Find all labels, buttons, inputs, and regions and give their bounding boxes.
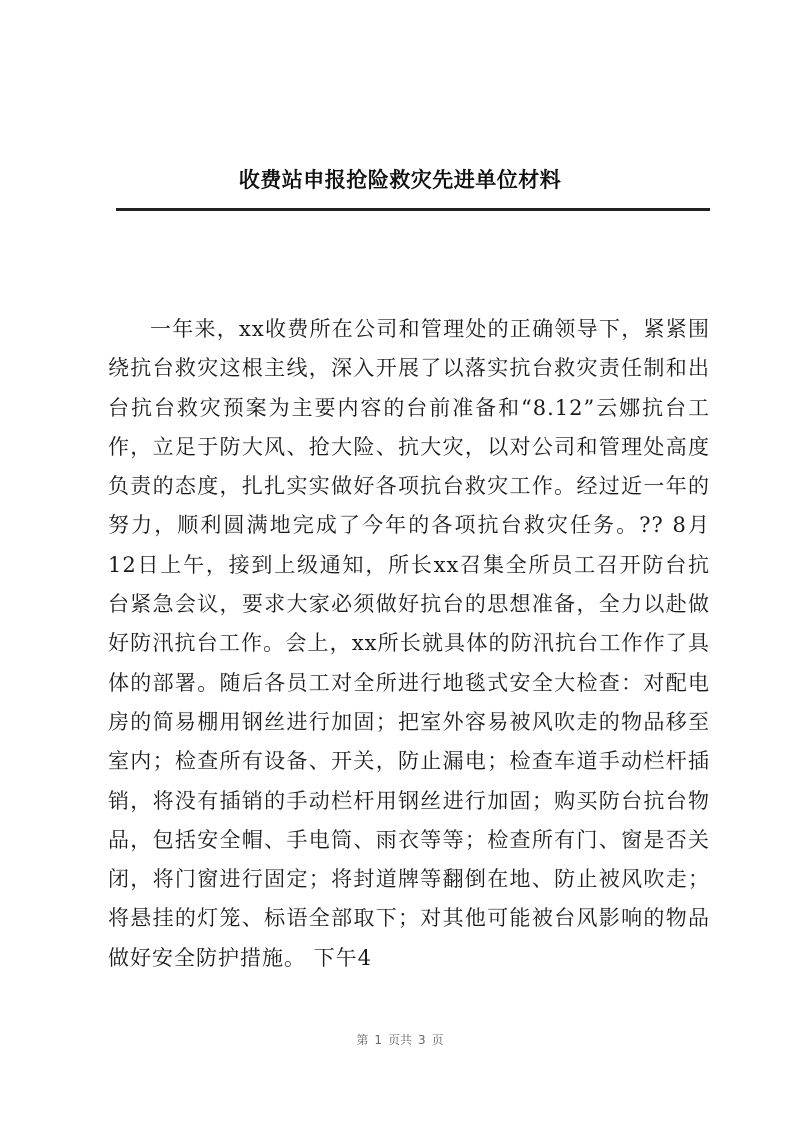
footer-total-pages: 3 bbox=[418, 1033, 426, 1047]
footer-prefix: 第 bbox=[356, 1033, 369, 1047]
footer-middle: 页共 bbox=[387, 1033, 412, 1047]
page-footer bbox=[0, 1032, 800, 1048]
title-divider bbox=[116, 208, 710, 211]
body-paragraph: 一年来，xx收费所在公司和管理处的正确领导下，紧紧围绕抗台救灾这根主线，深入开展了以落实抗台救灾责任制和出台抗台救灾预案为主要内容的台前准备和“8.12”云娜抗台工作，立足于防大风、抢大险、抗大灾，以对公司和管理处高度负责的态度，扎扎实实做好各项抗台救灾工作。经过近一年的努力，顺利圆满地完成了今年的各项抗台救灾任务。?? 8月12日上午，接到上级通知，所长xx召集全所员工召开防台抗台紧急会议，要求大家必须做好抗台的思想准备，全力以赴做好防汛抗台工作。会上，xx所长就具体的防汛抗台工作作了具体的部署。随后各员工对全所进行地毯式安全大检查：对配电房的简易棚用钢丝进行加固；把室外容易被风吹走的物品移至室内；检查所有设备、开关，防止漏电；检查车道手动栏杆插销，将没有插销的手动栏杆用钢丝进行加固；购买防台抗台物品，包括安全帽、手电筒、雨衣等等；检查所有门、窗是否关闭，将门窗进行固定；将封道牌等翻倒在地、防止被风吹走；将悬挂的灯笼、标语全部取下；对其他可能被台风影响的物品做好安全防护措施。 下午4 bbox=[108, 317, 710, 970]
footer-current-page: 1 bbox=[374, 1033, 382, 1047]
footer-suffix: 页 bbox=[431, 1033, 444, 1047]
document-title: 收费站申报抢险救灾先进单位材料 bbox=[238, 168, 562, 192]
